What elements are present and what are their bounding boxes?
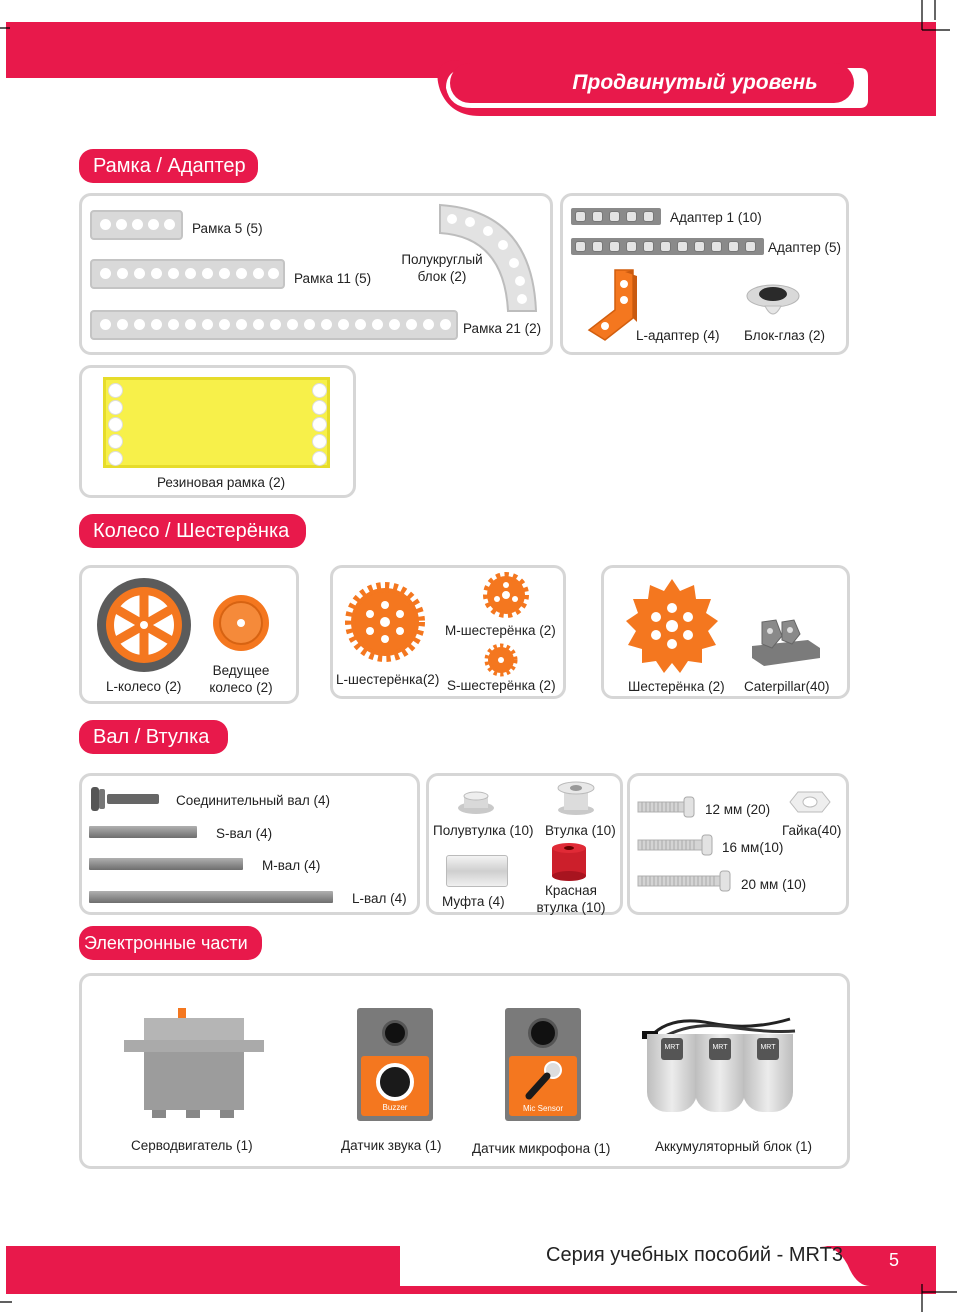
connector-shaft-label: Соединительный вал (4) [176, 793, 330, 808]
buzzer-module-label: Buzzer [382, 1103, 408, 1112]
servo-image [122, 1006, 268, 1122]
adapter-image [571, 238, 764, 255]
footer-series: Серия учебных пособий - MRT3 [546, 1244, 843, 1266]
caterpillar-image [748, 618, 822, 670]
battery-mark-2: MRT [712, 1044, 728, 1051]
l-shaft-image [89, 891, 333, 903]
s-shaft-image [89, 826, 197, 838]
l-wheel-label: L-колесо (2) [106, 679, 182, 694]
mic-sensor-image [505, 1008, 581, 1121]
section-title-electronics: Электронные части [79, 926, 262, 960]
frame11-image [90, 259, 285, 289]
nut-image [788, 790, 832, 814]
l-wheel-image [95, 575, 193, 675]
battery-mark-1: MRT [664, 1044, 680, 1051]
battery-cell-1 [647, 1034, 697, 1112]
l-gear-label: L-шестерёнка(2) [336, 672, 440, 687]
coupling-label: Муфта (4) [442, 894, 505, 909]
gear-image [624, 577, 720, 675]
half-bushing-image [456, 790, 496, 816]
screw-12mm-image [636, 795, 698, 819]
m-shaft-label: М-вал (4) [262, 858, 321, 873]
m-shaft-image [89, 858, 243, 870]
battery-cell-2 [695, 1034, 745, 1112]
screw-16mm-image [636, 833, 716, 857]
microphone-icon [523, 1060, 563, 1102]
curved-block-label-line1: Полукруглый [401, 252, 483, 267]
drive-wheel-label-line1: Ведущее [212, 663, 270, 678]
adapter1-image [571, 208, 661, 225]
section-title-frame: Рамка / Адаптер [79, 149, 258, 183]
page-number: 5 [888, 1250, 899, 1270]
adapter1-label: Адаптер 1 (10) [670, 210, 762, 225]
m-gear-image [480, 570, 532, 620]
s-gear-image [482, 641, 520, 679]
bushing-image [555, 780, 597, 816]
connector-shaft-image [89, 784, 161, 814]
eye-block-image [745, 282, 801, 322]
s-shaft-label: S-вал (4) [216, 826, 273, 841]
sound-sensor-image [357, 1008, 433, 1121]
rubber-frame-label: Резиновая рамка (2) [157, 475, 286, 490]
section-title-shaft: Вал / Втулка [79, 720, 228, 754]
mic-sensor-label: Датчик микрофона (1) [472, 1141, 611, 1156]
nut-label: Гайка(40) [782, 823, 842, 838]
crop-marks-top [0, 0, 957, 60]
red-bushing-image [548, 842, 590, 882]
frame21-label: Рамка 21 (2) [463, 321, 542, 336]
screw-20mm-image [636, 869, 734, 893]
battery-label: Аккумуляторный блок (1) [655, 1139, 812, 1154]
s-gear-label: S-шестерёнка (2) [447, 678, 556, 693]
sound-sensor-label: Датчик звука (1) [341, 1138, 442, 1153]
frame21-image [90, 310, 458, 340]
frame5-image [90, 210, 183, 240]
caterpillar-label: Caterpillar(40) [744, 679, 830, 694]
adapter-label: Адаптер (5) [768, 240, 841, 255]
coupling-image [446, 855, 508, 887]
screw-16mm-label: 16 мм(10) [722, 840, 784, 855]
battery-cell-3 [743, 1034, 793, 1112]
frame11-label: Рамка 11 (5) [294, 271, 372, 286]
l-adapter-label: L-адаптер (4) [636, 328, 720, 343]
screw-12mm-label: 12 мм (20) [705, 802, 771, 817]
bushing-label: Втулка (10) [545, 823, 616, 838]
m-gear-label: М-шестерёнка (2) [445, 623, 556, 638]
mic-module-label: Mic Sensor [522, 1104, 563, 1113]
l-shaft-label: L-вал (4) [352, 891, 407, 906]
frame5-label: Рамка 5 (5) [192, 221, 263, 236]
red-bushing-label-line2: втулка (10) [536, 900, 606, 915]
red-bushing-label-line1: Красная [545, 883, 597, 898]
page-title: Продвинутый уровень [572, 71, 818, 94]
battery-mark-3: MRT [760, 1044, 776, 1051]
servo-label: Серводвигатель (1) [131, 1138, 253, 1153]
eye-block-label: Блок-глаз (2) [744, 328, 825, 343]
gear-label: Шестерёнка (2) [628, 679, 725, 694]
section-title-wheel: Колесо / Шестерёнка [79, 514, 306, 548]
screw-20mm-label: 20 мм (10) [741, 877, 807, 892]
drive-wheel-label-line2: колесо (2) [209, 680, 273, 695]
drive-wheel-image [212, 594, 270, 652]
rubber-frame-image [103, 377, 330, 468]
half-bushing-label: Полувтулка (10) [433, 823, 534, 838]
l-gear-image [344, 580, 426, 664]
curved-block-label-line2: блок (2) [417, 269, 467, 284]
